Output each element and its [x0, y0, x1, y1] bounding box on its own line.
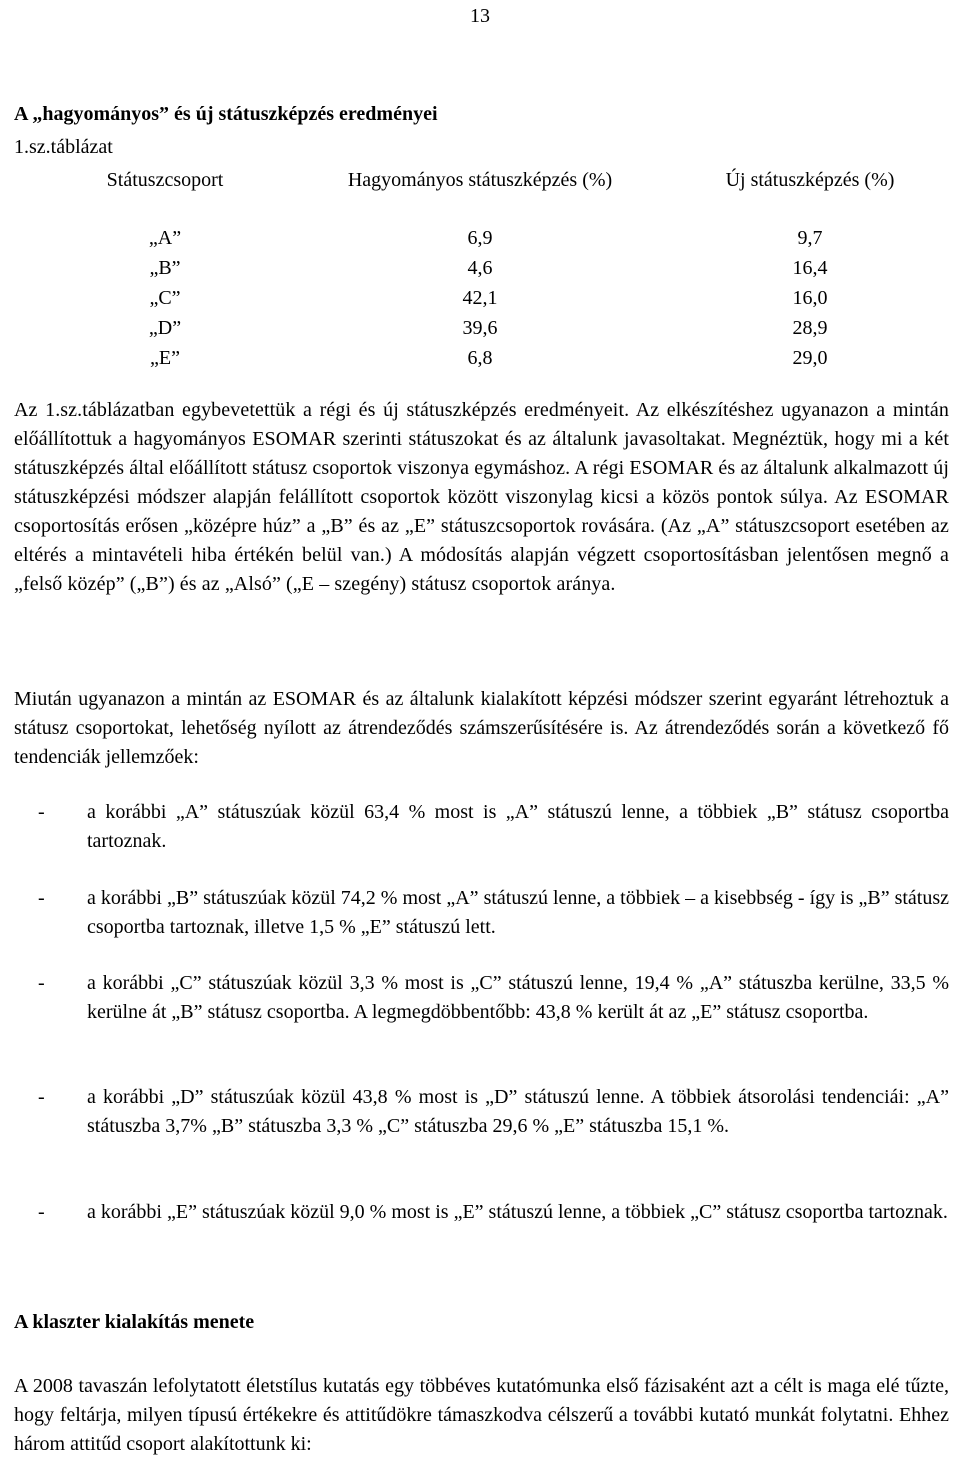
cell-new: 16,4	[792, 257, 828, 279]
cell-new: 16,0	[792, 287, 828, 309]
table-row	[0, 314, 960, 344]
table-caption: 1.sz.táblázat	[14, 136, 113, 158]
bullet-dash: -	[38, 972, 45, 994]
cell-traditional: 39,6	[462, 317, 498, 339]
table-row	[0, 344, 960, 374]
cell-status-group: „B”	[149, 257, 181, 279]
table-row	[0, 254, 960, 284]
page-number: 13	[470, 5, 490, 27]
bullet-dash: -	[38, 1086, 45, 1108]
bullet-dash: -	[38, 1201, 45, 1223]
list-item-text: a korábbi „C” státuszúak közül 3,3 % most is „C” státuszú lenne, 19,4 % „A” státuszba kerülne, 33,5 % kerülne át „B” státusz csoportba. A legmegdöbbentőbb: 43,8 % került át az „E” státusz csoportba.	[87, 972, 949, 1023]
cell-traditional: 6,9	[467, 227, 493, 249]
cell-new: 9,7	[797, 227, 823, 249]
cell-traditional: 4,6	[467, 257, 493, 279]
column-header-status-group: Státuszcsoport	[106, 169, 224, 191]
list-item-text: a korábbi „A” státuszúak közül 63,4 % most is „A” státuszú lenne, a többiek „B” státusz csoportba tartoznak.	[87, 801, 949, 852]
table-row	[0, 284, 960, 314]
cell-status-group: „A”	[148, 227, 182, 249]
column-header-traditional: Hagyományos státuszképzés (%)	[347, 169, 613, 191]
cell-status-group: „D”	[148, 317, 182, 339]
bullet-dash: -	[38, 801, 45, 823]
bullet-dash: -	[38, 887, 45, 909]
list-item-text: a korábbi „B” státuszúak közül 74,2 % most „A” státuszú lenne, a többiek – a kisebbség - így is „B” státusz csoportba tartoznak, illetve 1,5 % „E” státuszú lett.	[87, 887, 950, 938]
list-item-text: a korábbi „D” státuszúak közül 43,8 % most is „D” státuszú lenne. A többiek átsorolási tendenciái: „A” státuszba 3,7% „B” státuszba 3,3 % „C” státuszba 29,6 % „E” státuszba 15,1 %.	[87, 1086, 949, 1137]
table-row	[0, 224, 960, 254]
paragraph-cluster-method: A 2008 tavaszán lefolytatott életstílus kutatás egy többéves kutatómunka első fázisaként azt a célt is maga elé tűzte, hogy feltárja, milyen típusú értékekre és attitűdökre támaszkodva célszerű a további kutató munkát folytatni. Ehhez három attitűd csoport alakítottunk ki:	[14, 1375, 949, 1455]
column-header-new: Új státuszképzés (%)	[725, 169, 895, 191]
cell-traditional: 42,1	[462, 287, 498, 309]
cell-status-group: „E”	[150, 347, 180, 369]
cell-status-group: „C”	[149, 287, 181, 309]
list-item-text: a korábbi „E” státuszúak közül 9,0 % most is „E” státuszú lenne, a többiek „C” státusz csoportba tartoznak.	[87, 1201, 948, 1223]
cell-new: 29,0	[792, 347, 828, 369]
cell-traditional: 6,8	[467, 347, 493, 369]
paragraph-table-comparison: Az 1.sz.táblázatban egybevetettük a régi és új státuszképzés eredményeit. Az elkészítéshez ugyanazon a mintán előállítottuk a hagyományos ESOMAR szerinti státuszokat és az általunk javasoltakat. Megnéztük, hogy mi a két státuszképzés által előállított státusz csoportok viszonya egymáshoz. A régi ESOMAR és az általunk alkalmazott új státuszképzési módszer alapján felállított csoportok között viszonylag kicsi a közös pontok súlya. Az ESOMAR csoportosítás erősen „középre húz” a „B” és az „E” státuszcsoportok rovására. (Az „A” státuszcsoport esetében az eltérés a mintavételi hiba értékén belül van.) A módosítás alapján végzett csoportosításban jelentősen megnő a „felső közép” („B”) és az „Alsó” („E – szegény) státusz csoportok aránya.	[14, 399, 949, 595]
paragraph-reclassification-intro: Miután ugyanazon a mintán az ESOMAR és az általunk kialakított képzési módszer szerint egyaránt létrehoztuk a státusz csoportokat, lehetőség nyílott az átrendeződés számszerűsítésére is. Az átrendeződés során a következő fő tendenciák jellemzőek:	[14, 688, 949, 768]
cell-new: 28,9	[792, 317, 828, 339]
section-2-title: A klaszter kialakítás menete	[14, 1311, 255, 1333]
section-title: A „hagyományos” és új státuszképzés eredményei	[14, 103, 438, 125]
